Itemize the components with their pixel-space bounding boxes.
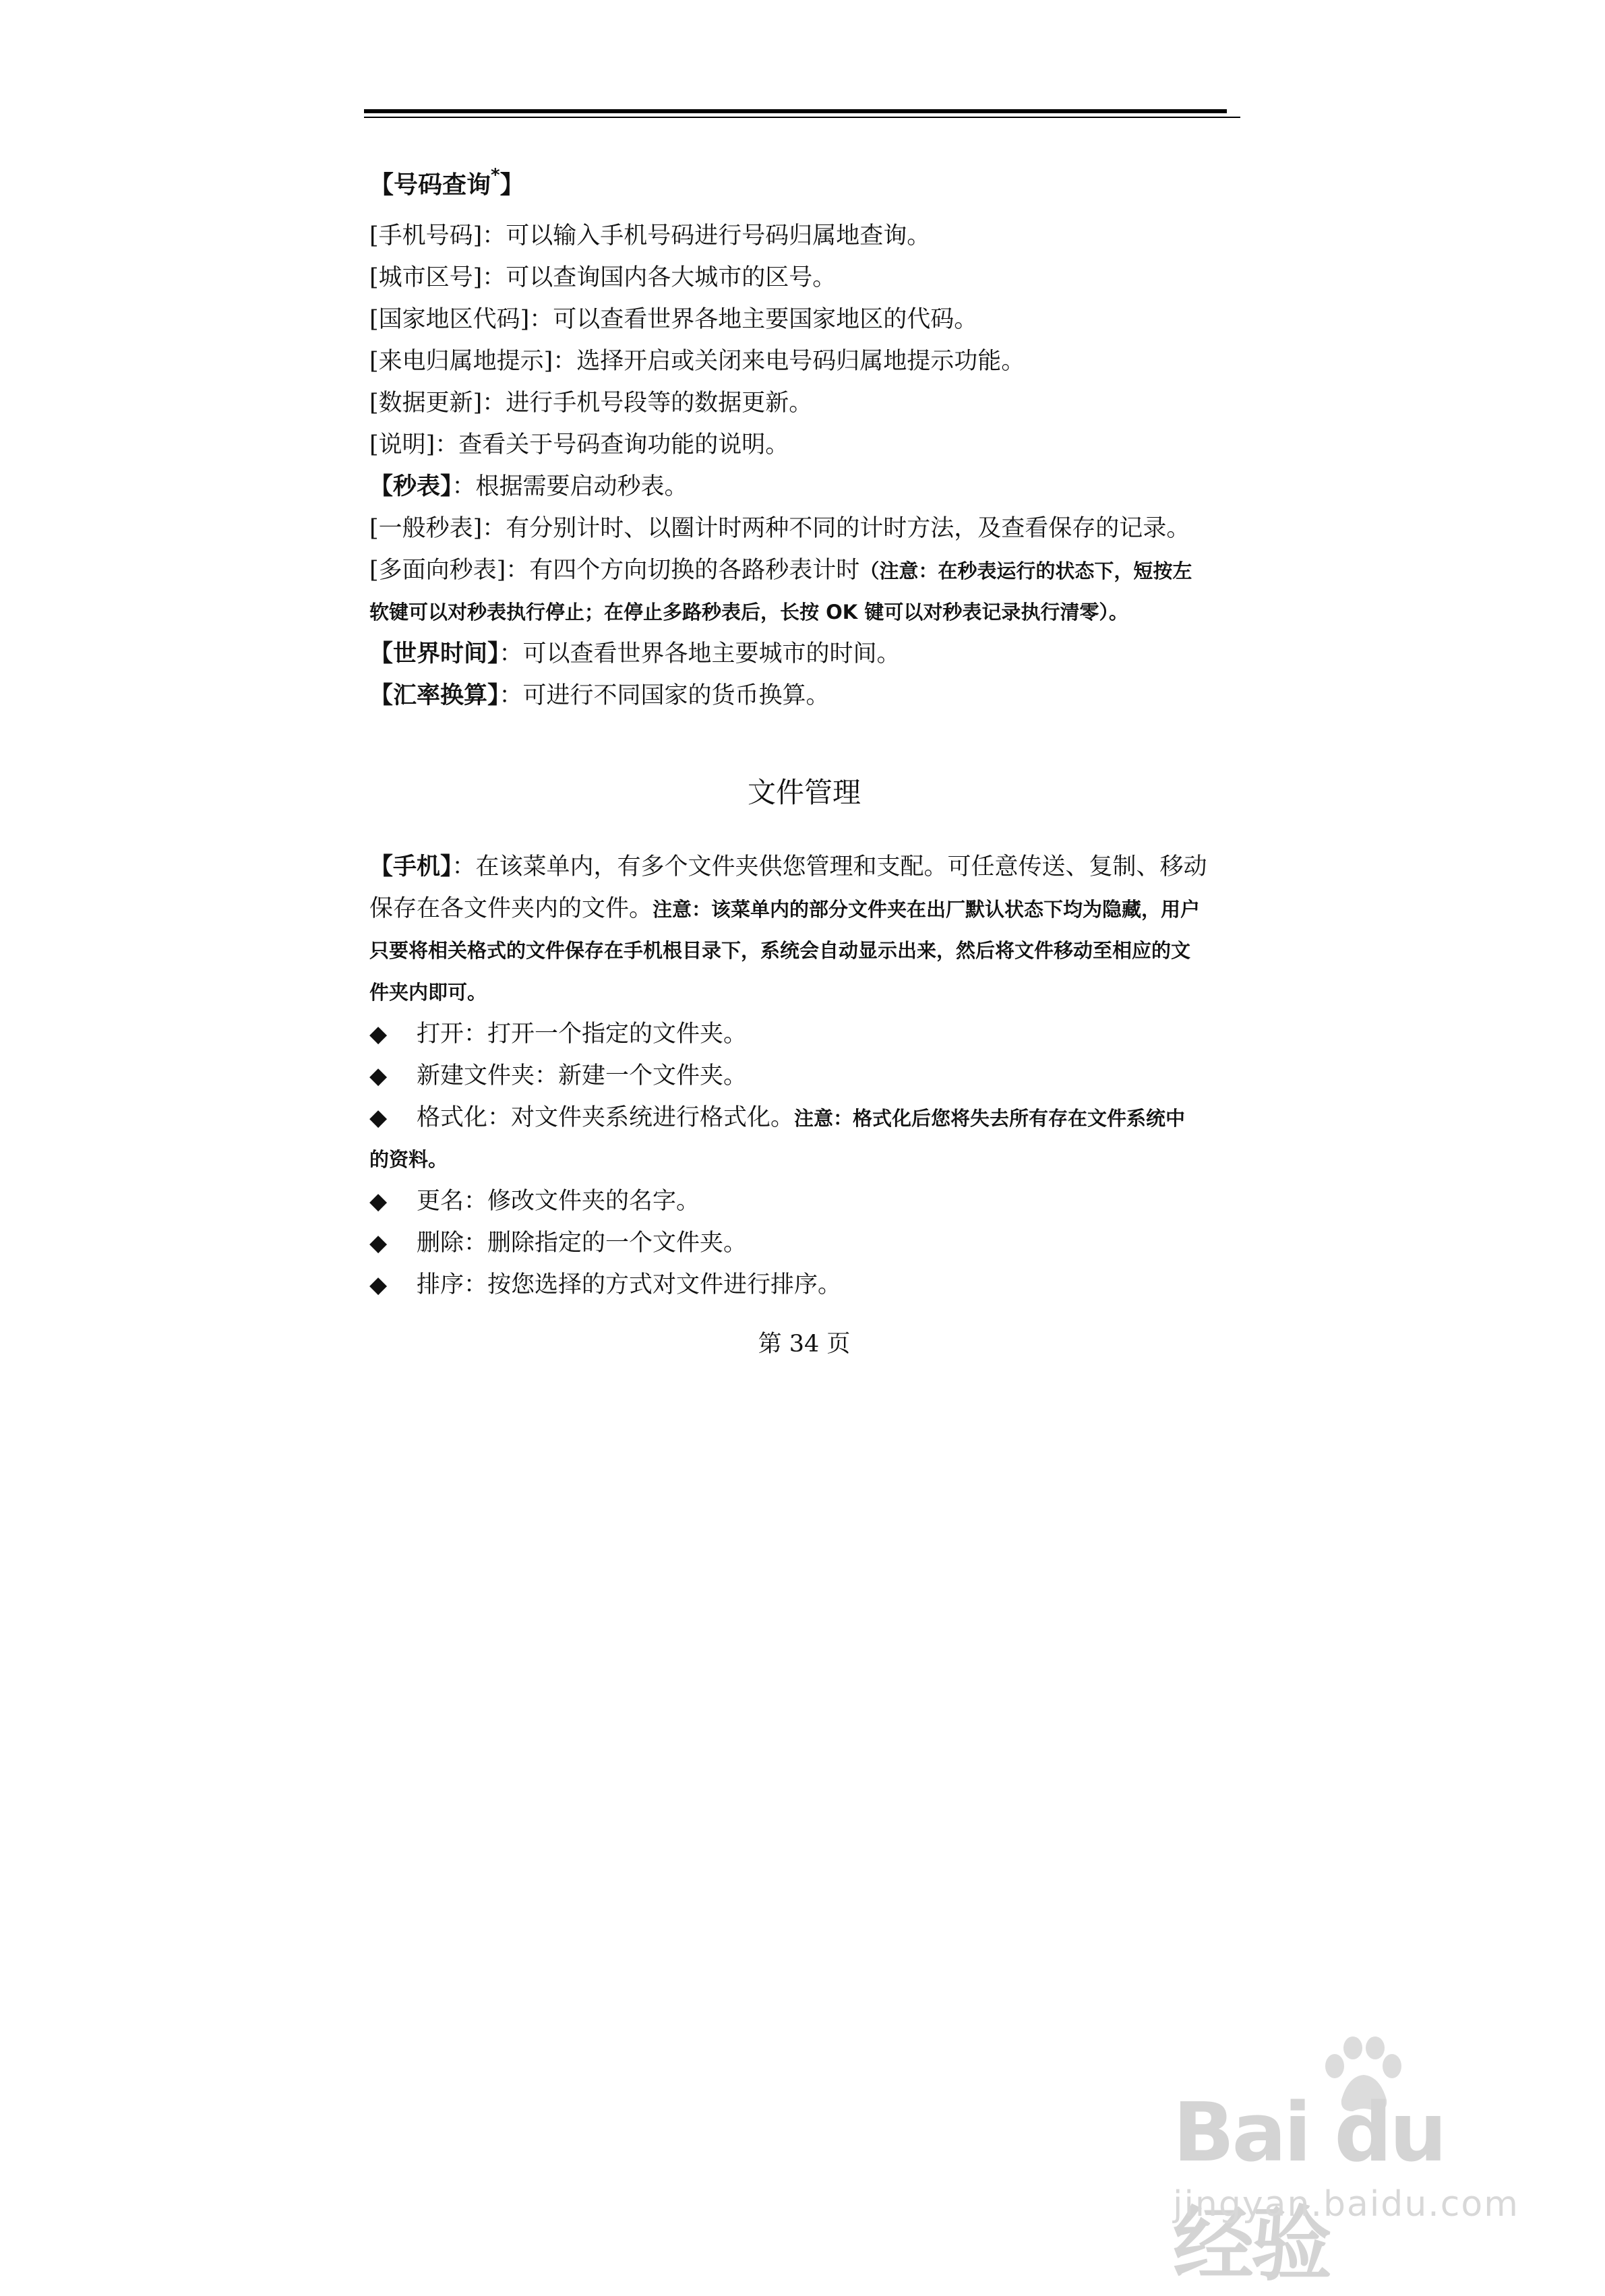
list-item-open: ◆ 打开：打开一个指定的文件夹。	[369, 1021, 748, 1048]
list-item-sort: ◆ 排序：按您选择的方式对文件进行排序。	[369, 1271, 842, 1298]
header-rule-thick	[364, 109, 1227, 113]
bullet-diamond-icon: ◆	[369, 1188, 388, 1215]
header-rule-thin	[364, 117, 1240, 118]
list-item-rename: ◆ 更名：修改文件夹的名字。	[369, 1188, 700, 1215]
page-number: 第 34 页	[758, 1331, 851, 1358]
bullet-diamond-icon: ◆	[369, 1271, 388, 1298]
watermark-brand: Bai du 经验	[1173, 2086, 1445, 2292]
text-line-description: [说明]：查看关于号码查询功能的说明。	[369, 431, 789, 458]
text-line-data-update: [数据更新]：进行手机号段等的数据更新。	[369, 390, 813, 417]
text-line-phone-note-4: 件夹内即可。	[369, 981, 487, 1004]
bullet-diamond-icon: ◆	[369, 1062, 388, 1089]
text-line-mobile-number: [手机号码]：可以输入手机号码进行号码归属地查询。	[369, 222, 931, 249]
text-line-phone-2: 保存在各文件夹内的文件。注意：该菜单内的部分文件夹在出厂默认状态下均为隐藏，用户	[369, 895, 1201, 922]
list-item-new-folder: ◆ 新建文件夹：新建一个文件夹。	[369, 1062, 748, 1089]
bullet-diamond-icon: ◆	[369, 1021, 388, 1048]
text-line-country-code: [国家地区代码]：可以查看世界各地主要国家地区的代码。	[369, 306, 978, 333]
text-line-stopwatch: 【秒表】：根据需要启动秒表。	[369, 473, 688, 500]
text-line-world-time: 【世界时间】：可以查看世界各地主要城市的时间。	[369, 640, 901, 667]
list-item-delete: ◆ 删除：删除指定的一个文件夹。	[369, 1230, 748, 1257]
section-title-file-management: 文件管理	[747, 776, 861, 809]
text-line-format-note: 的资料。	[369, 1148, 448, 1171]
text-line-phone: 【手机】：在该菜单内，有多个文件夹供您管理和支配。可任意传送、复制、移动	[369, 853, 1207, 880]
text-line-multi-stopwatch: [多面向秒表]：有四个方向切换的各路秒表计时（注意：在秒表运行的状态下，短按左	[369, 557, 1192, 584]
list-item-format: ◆ 格式化：对文件夹系统进行格式化。注意：格式化后您将失去所有存在文件系统中	[369, 1104, 1186, 1131]
text-line-multi-stopwatch-note: 软键可以对秒表执行停止；在停止多路秒表后，长按 OK 键可以对秒表记录执行清零）。	[369, 601, 1128, 624]
section-heading-number-lookup: 【号码查询*】	[369, 165, 524, 199]
baidu-jingyan-watermark	[1146, 2036, 1523, 2292]
text-line-caller-location: [来电归属地提示]：选择开启或关闭来电号码归属地提示功能。	[369, 348, 1025, 375]
text-line-city-code: [城市区号]：可以查询国内各大城市的区号。	[369, 264, 837, 291]
text-line-phone-note-3: 只要将相关格式的文件保存在手机根目录下，系统会自动显示出来，然后将文件移动至相应的文	[369, 939, 1191, 962]
text-line-exchange-rate: 【汇率换算】：可进行不同国家的货币换算。	[369, 682, 830, 709]
bullet-diamond-icon: ◆	[369, 1230, 388, 1257]
bullet-diamond-icon: ◆	[369, 1104, 388, 1131]
watermark-url: jingyan.baidu.com	[1173, 2184, 1519, 2225]
text-line-general-stopwatch: [一般秒表]：有分别计时、以圈计时两种不同的计时方法，及查看保存的记录。	[369, 515, 1190, 542]
